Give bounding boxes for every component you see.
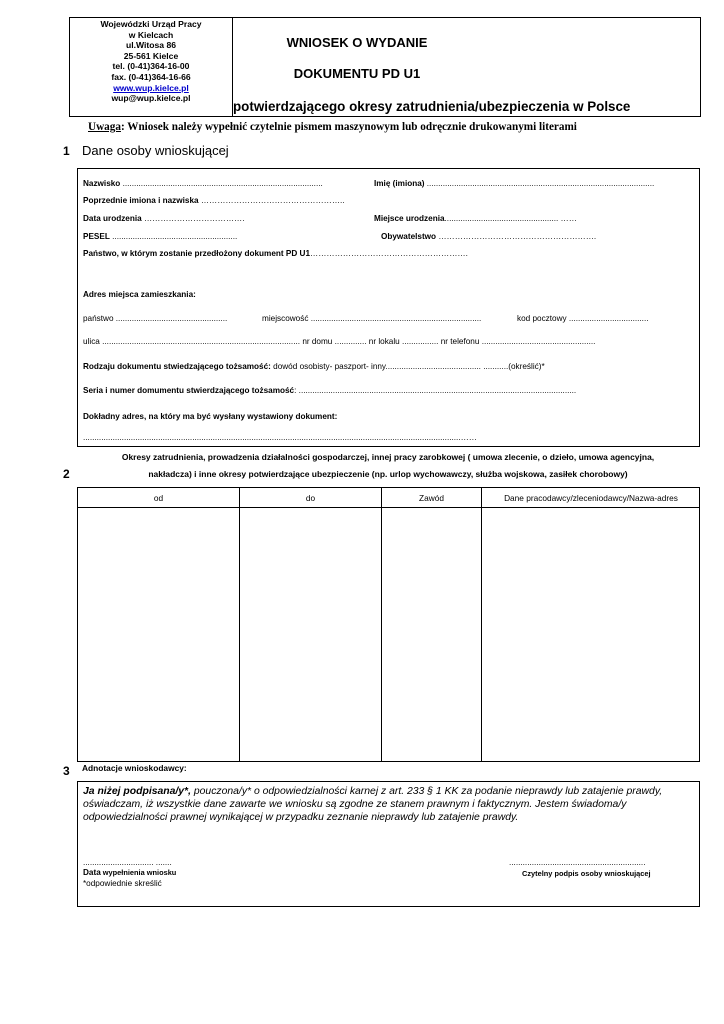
city-dots: ...........................................................................: [310, 314, 482, 323]
id-number-dots: : ..........................................................................................................................: [294, 386, 577, 395]
email-text: wup@wup.kielce.pl: [111, 93, 191, 104]
mail-address-dots[interactable]: ......................................................................................................................................................................……: [83, 433, 477, 442]
footnote: *odpowiednie skreślić: [83, 879, 162, 888]
id-type-field[interactable]: [83, 362, 545, 371]
id-type-label: Rodzaju dokumentu stwiedzającego tożsamość:: [83, 362, 271, 371]
first-name-label: Imię (imiona): [374, 179, 425, 188]
column-header-to: do: [305, 493, 316, 503]
target-country-field[interactable]: [83, 249, 468, 258]
phone-label: nr telefonu: [440, 337, 480, 346]
office-line: 25-561 Kielce: [123, 50, 179, 61]
city-field[interactable]: [262, 314, 481, 323]
section3-number: 3: [63, 764, 70, 778]
office-line: tel. (0-41)364-16-00: [112, 61, 190, 72]
pesel-label: PESEL: [83, 232, 110, 241]
postal-code-label: kod pocztowy: [517, 314, 567, 323]
form-title-line3: potwierdzającego okresy zatrudnienia/ubezpieczenia w Polsce: [233, 99, 631, 114]
street-dots: .......................................................................................: [102, 337, 301, 346]
city-label: miejscowość: [262, 314, 309, 323]
surname-dots: ........................................................................................: [122, 179, 323, 188]
birth-place-label: Miejsce urodzenia: [374, 214, 445, 223]
pesel-field[interactable]: [83, 232, 237, 241]
citizenship-field[interactable]: [381, 232, 596, 241]
state-label: państwo: [83, 314, 114, 323]
street-label: ulica: [83, 337, 100, 346]
section2-header-line1: Okresy zatrudnienia, prowadzenia działalności gospodarczej, innej pracy zarobkowej ( umowa zlecenie, o dzieło, umowa agencyjna,: [121, 452, 655, 462]
form-title-line1: WNIOSEK O WYDANIE: [286, 35, 428, 50]
id-number-label: Seria i numer domumentu stwierdzającego tożsamość: [83, 386, 295, 395]
column-header-employer: Dane pracodawcy/zleceniodawcy/Nazwa-adres: [504, 493, 678, 503]
applicant-data-box: [77, 168, 700, 447]
state-dots: .................................................: [115, 314, 228, 323]
mail-address-label: Dokładny adres, na który ma być wysłany wystawiony dokument:: [83, 412, 338, 421]
birth-date-label: Data urodzenia: [83, 214, 142, 223]
target-country-dots: ………………………………………………….: [310, 249, 468, 258]
office-line: fax. (0-41)364-16-66: [111, 71, 191, 82]
declaration-box: [77, 781, 700, 907]
section3-title: Adnotacje wnioskodawcy:: [82, 763, 187, 773]
date-dots[interactable]: ............................... .......: [83, 858, 172, 867]
house-number-dots: ..............: [334, 337, 367, 346]
date-label-word: Data: [83, 868, 101, 877]
section1-number: 1: [63, 144, 70, 158]
target-country-label: Państwo, w którym zostanie przedłożony dokument PD U1: [83, 249, 311, 258]
employment-periods-table: [77, 487, 700, 762]
state-field[interactable]: [83, 314, 227, 323]
first-name-dots: ....................................................................................................: [426, 179, 655, 188]
office-line: Wojewódzki Urząd Pracy: [100, 19, 202, 29]
column-header-profession: Zawód: [419, 493, 444, 503]
section2-header: [72, 449, 704, 482]
declaration-bold: Ja niżej podpisana/y*,: [83, 786, 191, 797]
house-number-label: nr domu: [302, 337, 333, 346]
office-info: [70, 18, 233, 117]
declaration-text: [83, 785, 695, 825]
surname-label: Nazwisko: [83, 179, 121, 188]
id-type-suffix: (określić)*: [508, 362, 545, 371]
date-label-rest: wypełnienia wniosku: [100, 868, 177, 877]
instruction-note: [88, 121, 577, 133]
office-line: ul.Witosa 86: [125, 40, 177, 51]
postal-code-dots: ...................................: [568, 314, 649, 323]
previous-names-field[interactable]: [83, 196, 345, 205]
flat-number-label: nr lokalu: [368, 337, 400, 346]
office-line: w Kielcach: [128, 29, 174, 40]
website-link[interactable]: www.wup.kielce.pl: [113, 82, 189, 93]
cell-from[interactable]: [78, 508, 239, 761]
section2-header-line2: nakładcza) i inne okresy potwierdzające ubezpieczenie (np. urlop wychowawczy, służba wojskowa, zasiłek chorobowy): [148, 468, 628, 479]
first-name-field[interactable]: [374, 179, 654, 188]
id-type-options: dowód osobisty- paszport- inny: [270, 362, 386, 371]
street-field[interactable]: [83, 337, 595, 346]
phone-dots: ..................................................: [481, 337, 596, 346]
section1-title: Dane osoby wnioskującej: [82, 143, 229, 158]
cell-to[interactable]: [240, 508, 381, 761]
citizenship-label: Obywatelstwo: [381, 232, 437, 241]
form-title-line2: DOKUMENTU PD U1: [293, 66, 421, 81]
address-title: Adres miejsca zamieszkania:: [83, 290, 196, 299]
birth-place-dots: .................................................. ……: [444, 214, 577, 223]
cell-employer[interactable]: [482, 508, 699, 761]
id-type-dots: .......................................... ...........: [385, 362, 509, 371]
surname-field[interactable]: [83, 179, 323, 188]
note-label: Uwaga: [88, 121, 121, 133]
pesel-dots: .......................................................: [112, 232, 238, 241]
previous-names-label: Poprzednie imiona i nazwiska: [83, 196, 199, 205]
declaration-body: pouczona/y* o odpowiedzialności karnej z art. 233 § 1 KK za podanie nieprawdy lub zatajenie prawdy, oświadczam, iż wszystkie dane zawarte we wniosku są zgodne ze stanem prawnym i faktycznym. Jestem świadoma/y odpowiedzialności prawnej wynikającej w przypadku zeznanie nieprawdy lub zatajenie prawdy.: [83, 786, 663, 824]
signature-dots[interactable]: ............................................................: [509, 858, 646, 867]
flat-number-dots: ................: [402, 337, 439, 346]
id-number-field[interactable]: [83, 386, 576, 395]
citizenship-dots: ………………………………………………….: [438, 232, 597, 241]
section2-number: 2: [63, 467, 70, 481]
birth-place-field[interactable]: [374, 214, 577, 223]
previous-names-dots: ……………………………………………..: [200, 196, 345, 205]
date-label: [83, 868, 176, 877]
column-header-from: od: [153, 493, 164, 503]
signature-label: Czytelny podpis osoby wnioskującej: [522, 869, 651, 878]
postal-code-field[interactable]: [517, 314, 649, 323]
birth-date-dots: ……………………………….: [143, 214, 245, 223]
birth-date-field[interactable]: [83, 214, 245, 223]
note-text: : Wniosek należy wypełnić czytelnie pismem maszynowym lub odręcznie drukowanymi literami: [120, 121, 577, 133]
cell-profession[interactable]: [382, 508, 481, 761]
